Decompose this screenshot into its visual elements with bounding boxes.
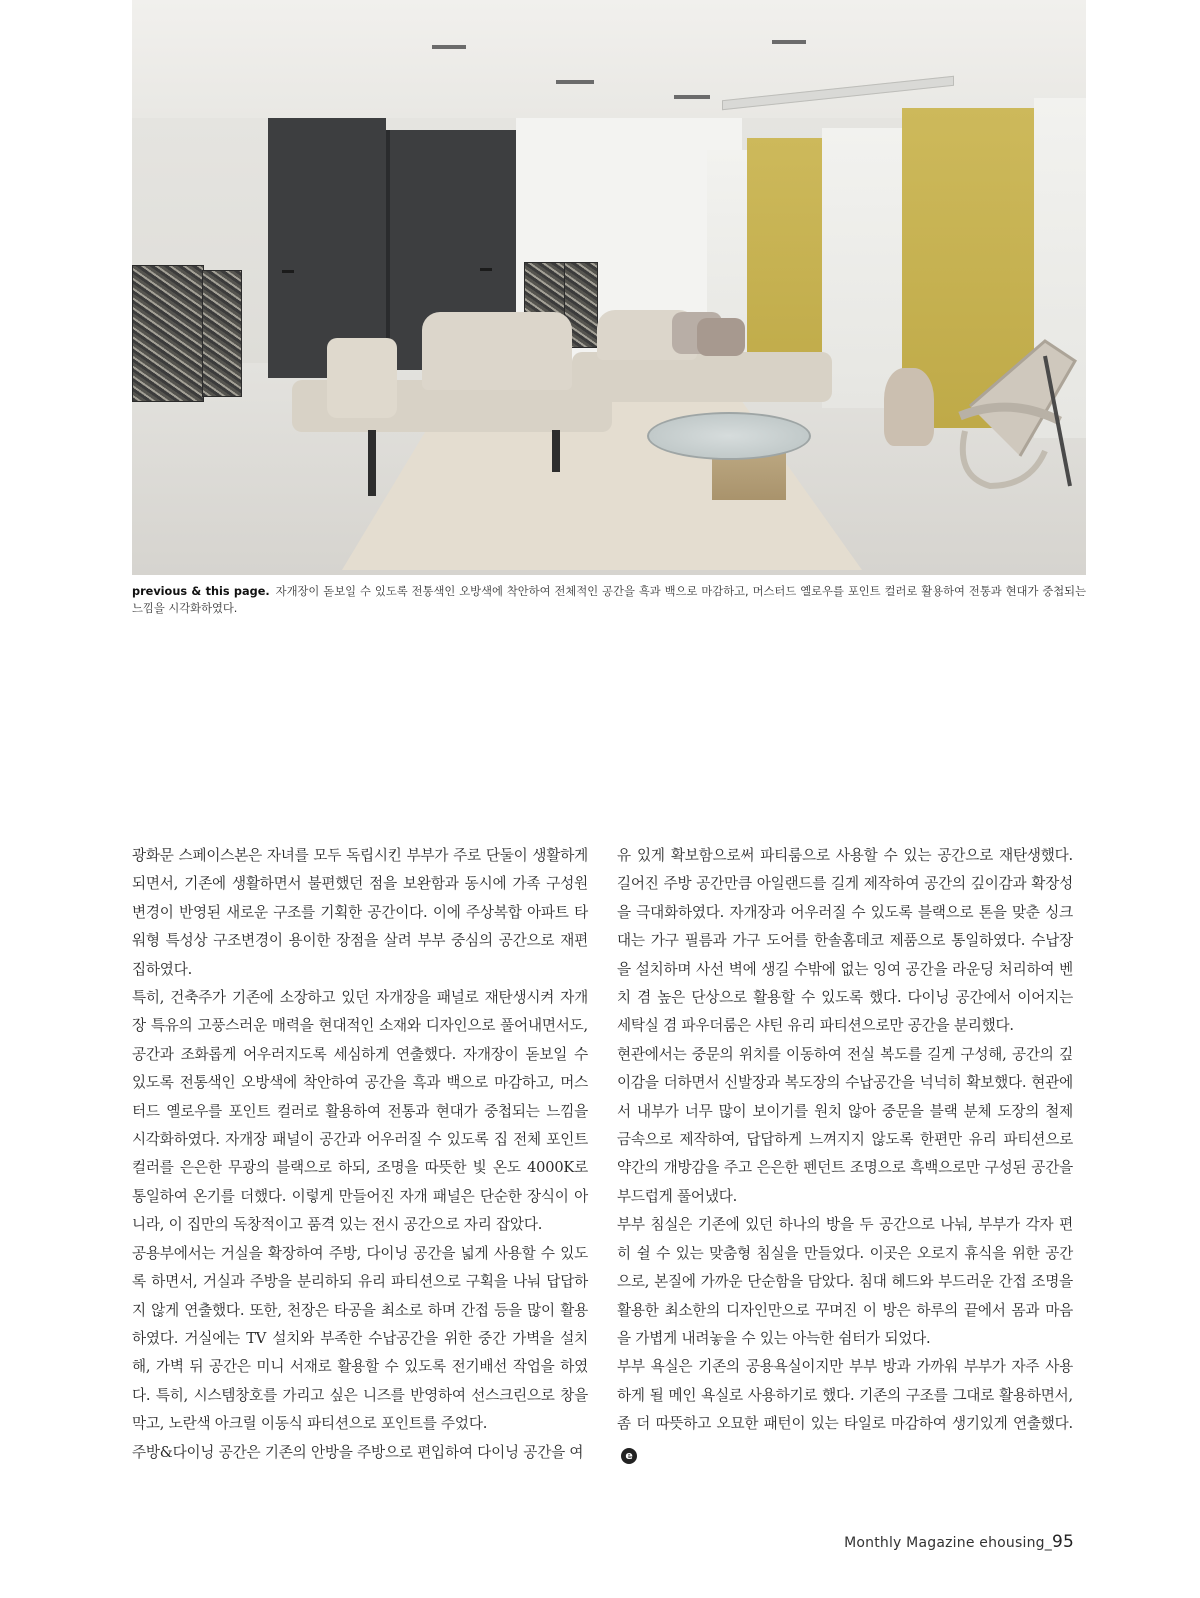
- paragraph: 특히, 건축주가 기존에 소장하고 있던 자개장을 패널로 재탄생시켜 자개장 특유의 고풍스러운 매력을 현대적인 소재와 디자인으로 풀어내면서도, 공간과 조화롭게 어우러지도록 세심하게 연출했다. 자개장이 돋보일 수 있도록 전통색인 오방색에 착안하여 공간을 흑과 백으로 마감하고, 머스터드 옐로우를 포인트 컬러로 활용하여 전통과 현대가 중첩되는 느낌을 시각화하였다. 자개장 패널이 공간과 어우러질 수 있도록 집 전체 포인트 컬러를 은은한 무광의 블랙으로 하되, 조명을 따뜻한 빛 온도 4000K로 통일하여 온기를 더했다. 이렇게 만들어진 자개 패널은 단순한 장식이 아니라, 이 집만의 독창적이고 품격 있는 전시 공간으로 자리 잡았다.: [132, 989, 588, 1234]
- mother-of-pearl-cabinet: [202, 270, 242, 397]
- door-handle: [282, 270, 294, 273]
- paragraph: 광화문 스페이스본은 자녀를 모두 독립시킨 부부가 주로 단둘이 생활하게 되면서, 기존에 생활하면서 불편했던 점을 보완함과 동시에 가족 구성원 변경이 반영된 새로운 구조를 기획한 공간이다. 이에 주상복합 아파트 타워형 특성상 구조변경이 용이한 장점을 살려 부부 중심의 공간으로 재편집하였다.: [132, 847, 588, 978]
- photo-caption: [132, 583, 1086, 617]
- caption-label: previous & this page.: [132, 585, 270, 598]
- paragraph: 현관에서는 중문의 위치를 이동하여 전실 복도를 길게 구성해, 공간의 깊이감을 더하면서 신발장과 복도장의 수납공간을 넉넉히 확보했다. 현관에서 내부가 너무 많이 보이기를 원치 않아 중문을 블랙 분체 도장의 철제 금속으로 제작하여, 답답하게 느껴지지 않도록 한편만 유리 파티션으로 약간의 개방감을 주고 은은한 펜던트 조명으로 흑백으로만 구성된 공간을 부드럽게 풀어냈다.: [617, 1045, 1073, 1205]
- living-room-photo: [132, 0, 1086, 575]
- sofa-back: [422, 312, 572, 390]
- paragraph: 유 있게 확보함으로써 파티룸으로 사용할 수 있는 공간으로 재탄생했다. 길어진 주방 공간만큼 아일랜드를 길게 제작하여 공간의 깊이감과 확장성을 극대화하였다. 자개장과 어우러질 수 있도록 블랙으로 톤을 맞춘 싱크대는 가구 필름과 가구 도어를 한솔홈데코 제품으로 통일하였다. 수납장을 설치하며 사선 벽에 생길 수밖에 없는 잉여 공간을 라운딩 처리하여 벤치 겸 높은 단상으로 활용할 수 있도록 했다. 다이닝 공간에서 이어지는 세탁실 겸 파우더룸은 샤틴 유리 파티션으로만 공간을 분리했다.: [617, 847, 1073, 1035]
- article-column-left: [132, 842, 588, 1467]
- sofa-leg: [368, 430, 376, 496]
- sunscreen-blind: [822, 128, 902, 408]
- ehousing-end-mark-icon: e: [621, 1448, 637, 1464]
- mother-of-pearl-cabinet: [132, 265, 204, 402]
- paragraph-last: [617, 1353, 1073, 1467]
- door-handle: [480, 268, 492, 271]
- paragraph-text: 부부 욕실은 기존의 공용욕실이지만 부부 방과 가까워 부부가 자주 사용하게 될 메인 욕실로 사용하기로 했다. 기존의 구조를 그대로 활용하면서, 좀 더 따뜻하고 오묘한 패턴이 있는 타일로 마감하여 생기있게 연출했다.: [617, 1358, 1073, 1433]
- sofa-leg: [552, 430, 560, 472]
- ceiling-vent: [772, 40, 806, 44]
- door-seam: [386, 130, 390, 370]
- ceiling-vent: [556, 80, 594, 84]
- page-footer: [844, 1532, 1074, 1552]
- paragraph: 부부 침실은 기존에 있던 하나의 방을 두 공간으로 나눠, 부부가 각자 편히 쉴 수 있는 맞춤형 침실을 만들었다. 이곳은 오로지 휴식을 위한 공간으로, 본질에 가까운 단순함을 담았다. 침대 헤드와 부드러운 간접 조명을 활용한 최소한의 디자인만으로 꾸며진 이 방은 하루의 끝에서 몸과 마음을 가볍게 내려놓을 수 있는 아늑한 쉼터가 되었다.: [617, 1216, 1073, 1347]
- paragraph: 공용부에서는 거실을 확장하여 주방, 다이닝 공간을 넓게 사용할 수 있도록 하면서, 거실과 주방을 분리하되 유리 파티션으로 구획을 나눠 답답하지 않게 연출했다. 또한, 천장은 타공을 최소로 하며 간접 등을 많이 활용하였다. 거실에는 TV 설치와 부족한 수납공간을 위한 중간 가벽을 설치해, 가벽 뒤 공간은 미니 서재로 활용할 수 있도록 전기배선 작업을 하였다. 특히, 시스템창호를 가리고 싶은 니즈를 반영하여 선스크린으로 창을 막고, 노란색 아크릴 이동식 파티션으로 포인트를 주었다.: [132, 1244, 588, 1433]
- pillow: [327, 338, 397, 418]
- glass-coffee-table: [647, 412, 811, 460]
- ceiling-vent: [432, 45, 466, 49]
- pillow: [697, 318, 745, 356]
- magazine-name: Monthly Magazine ehousing_: [844, 1535, 1052, 1551]
- floor-vase: [884, 368, 934, 446]
- ceiling-vent: [674, 95, 710, 99]
- article-column-right: [617, 842, 1073, 1467]
- caption-text: 자개장이 돋보일 수 있도록 전통색인 오방색에 착안하여 전체적인 공간을 흑과 백으로 마감하고, 머스터드 옐로우를 포인트 컬러로 활용하여 전통과 현대가 중첩되는 느낌을 시각화하였다.: [132, 585, 1086, 615]
- paragraph: 주방&다이닝 공간은 기존의 안방을 주방으로 편입하여 다이닝 공간을 여: [132, 1443, 584, 1461]
- ceiling: [132, 0, 1086, 118]
- lounge-chair: [950, 336, 1080, 496]
- page-number: 95: [1051, 1532, 1074, 1552]
